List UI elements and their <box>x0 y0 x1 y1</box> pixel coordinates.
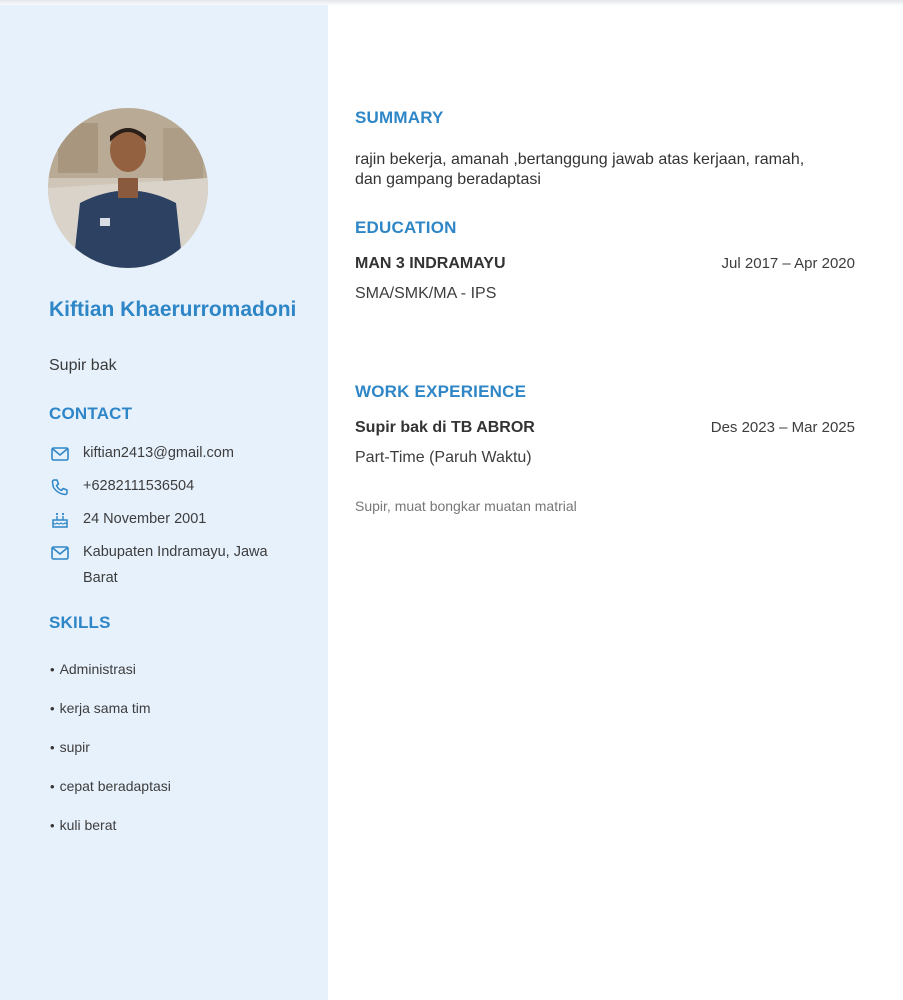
education-heading: EDUCATION <box>355 218 457 237</box>
work-heading: WORK EXPERIENCE <box>355 382 527 401</box>
phone-icon <box>50 478 70 496</box>
education-program: SMA/SMK/MA - IPS <box>355 285 497 302</box>
skill-label: Administrasi <box>59 661 136 677</box>
mail-icon <box>50 544 70 562</box>
bullet-icon: • <box>50 661 55 677</box>
skill-label: cepat beradaptasi <box>59 778 171 794</box>
bullet-icon: • <box>50 817 55 833</box>
skill-item <box>50 700 151 716</box>
profile-photo <box>48 108 208 268</box>
contact-email-text: kiftian2413@gmail.com <box>83 445 234 461</box>
contact-phone[interactable] <box>50 477 194 499</box>
skill-item <box>50 817 116 833</box>
skill-item <box>50 778 171 794</box>
education-dates: Jul 2017 – Apr 2020 <box>721 255 855 272</box>
skills-heading: SKILLS <box>49 613 111 632</box>
mail-icon <box>50 445 70 463</box>
summary-heading: SUMMARY <box>355 108 444 127</box>
profile-role: Supir bak <box>49 357 117 374</box>
contact-birthdate-text: 24 November 2001 <box>83 511 207 527</box>
skill-item <box>50 739 90 755</box>
skill-item <box>50 661 136 677</box>
profile-name: Kiftian Khaerurromadoni <box>49 298 297 321</box>
contact-address <box>50 543 300 591</box>
work-type: Part-Time (Paruh Waktu) <box>355 449 532 466</box>
skill-label: supir <box>59 739 90 755</box>
contact-birthdate <box>50 510 206 532</box>
contact-email[interactable] <box>50 444 234 466</box>
contact-address-text: Kabupaten Indramayu, Jawa Barat <box>83 544 268 586</box>
summary-text: rajin bekerja, amanah ,bertanggung jawab atas kerjaan, ramah, dan gampang beradaptasi <box>355 151 805 188</box>
contact-phone-text: +6282111536504 <box>83 478 195 494</box>
skill-label: kuli berat <box>59 817 117 833</box>
education-school: MAN 3 INDRAMAYU <box>355 255 506 272</box>
skill-label: kerja sama tim <box>59 700 151 716</box>
bullet-icon: • <box>50 700 55 716</box>
work-description: Supir, muat bongkar muatan matrial <box>355 498 577 514</box>
cake-icon <box>50 511 70 529</box>
bullet-icon: • <box>50 739 55 755</box>
contact-heading: CONTACT <box>49 404 133 423</box>
bullet-icon: • <box>50 778 55 794</box>
work-dates: Des 2023 – Mar 2025 <box>710 419 855 436</box>
work-title: Supir bak di TB ABROR <box>355 419 535 436</box>
